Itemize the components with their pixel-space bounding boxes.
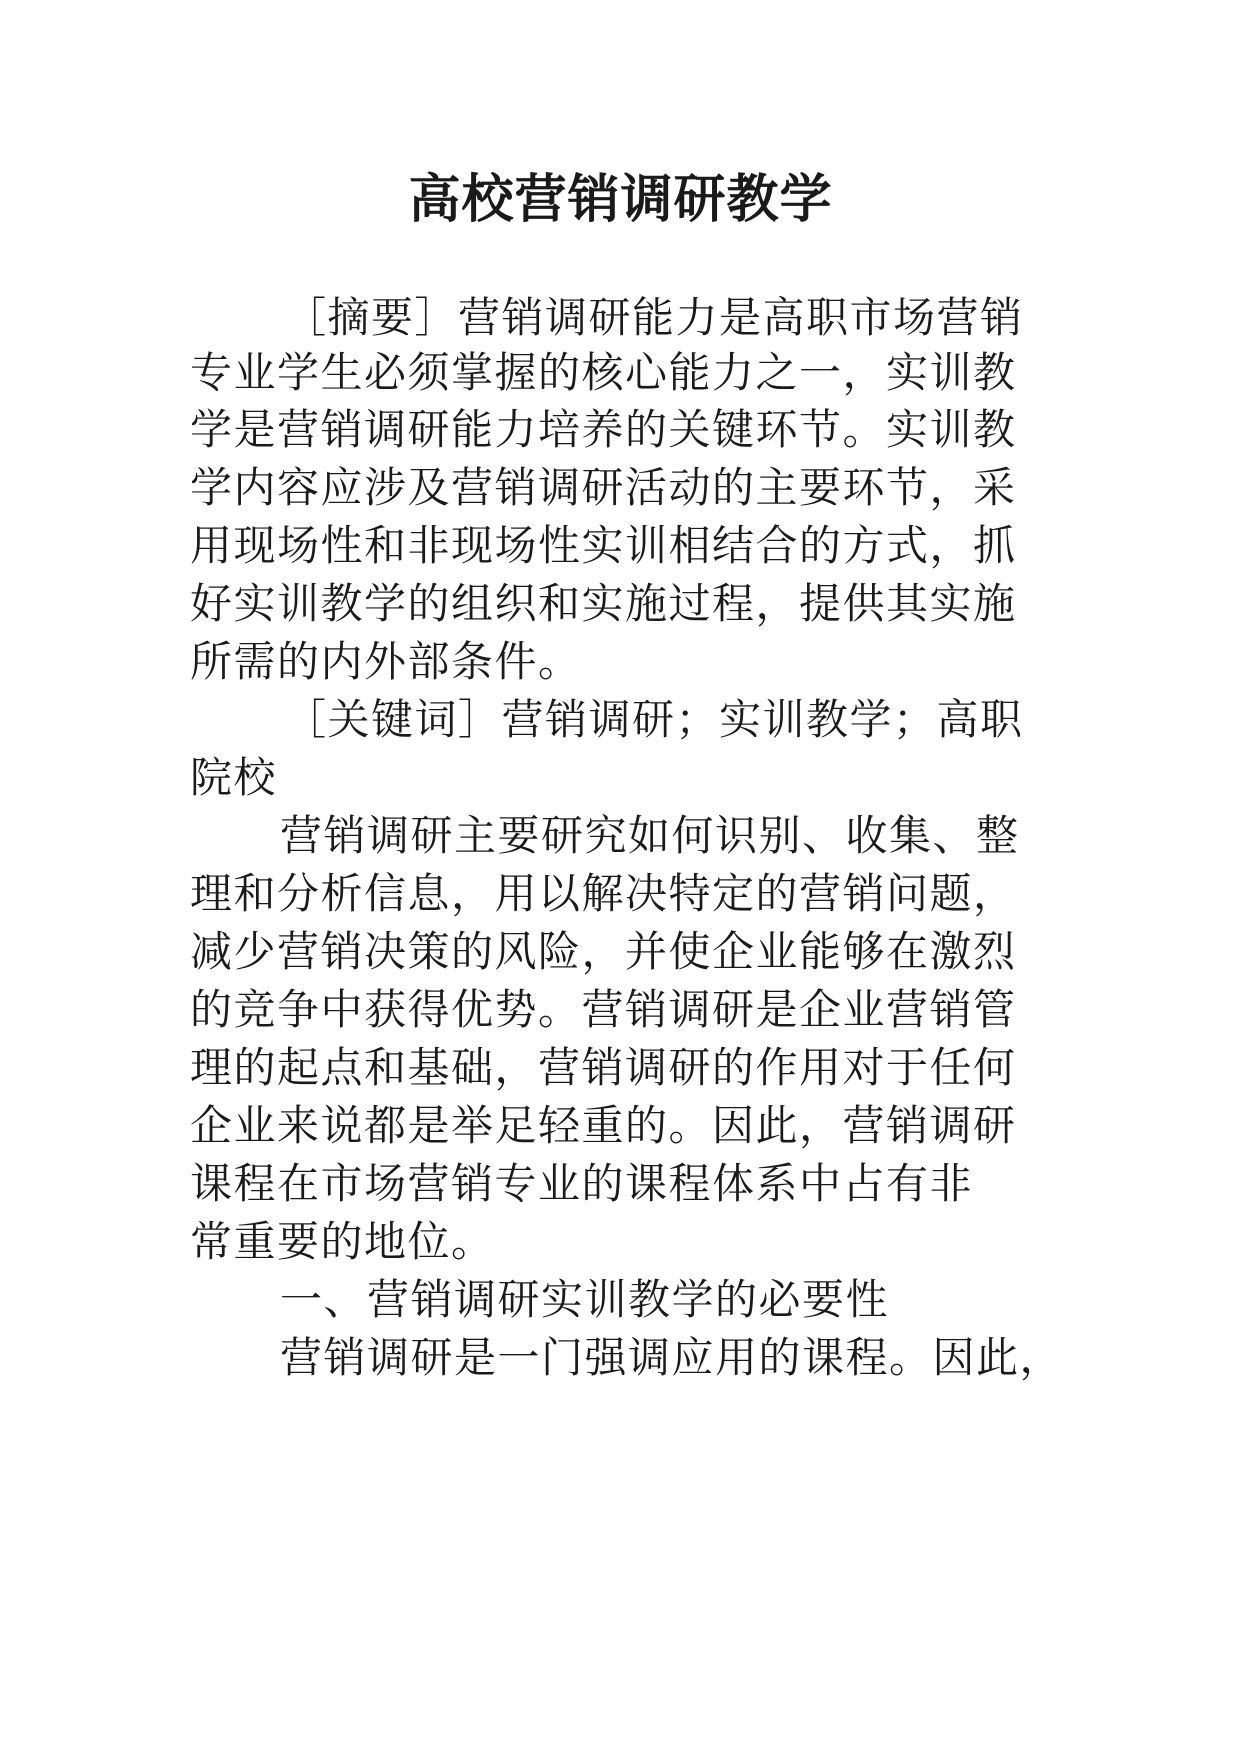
abstract-line: 所需的内外部条件。 (190, 637, 582, 686)
body-line: 理的起点和基础，营销调研的作用对于任何 (190, 1043, 1017, 1092)
abstract-line: 学是营销调研能力培养的关键环节。实训教 (190, 405, 1017, 454)
body-line: 常重要的地位。 (190, 1217, 495, 1266)
keywords-line: ［关键词］营销调研；实训教学；高职 (284, 695, 1024, 744)
abstract-line: 专业学生必须掌握的核心能力之一，实训教 (190, 348, 1017, 397)
document-title: 高校营销调研教学 (408, 169, 833, 230)
body-line: 减少营销决策的风险，并使企业能够在激烈 (190, 927, 1017, 976)
abstract-line: 好实训教学的组织和实施过程，提供其实施 (190, 579, 1017, 628)
abstract-line: 用现场性和非现场性实训相结合的方式，抓 (190, 521, 1017, 570)
body-line: 营销调研是一门强调应用的课程。因此， (280, 1333, 1064, 1382)
body-line: 的竞争中获得优势。营销调研是企业营销管 (190, 985, 1017, 1034)
body-line: 课程在市场营销专业的课程体系中占有非 (190, 1159, 974, 1208)
keywords-line: 院校 (190, 753, 278, 802)
abstract-line: 学内容应涉及营销调研活动的主要环节，采 (190, 463, 1017, 512)
body-line: 营销调研主要研究如何识别、收集、整 (280, 811, 1020, 860)
body-line: 理和分析信息，用以解决特定的营销问题， (190, 869, 1017, 918)
section-heading: 一、营销调研实训教学的必要性 (280, 1275, 890, 1324)
abstract-line: ［摘要］营销调研能力是高职市场营销 (284, 293, 1024, 342)
body-line: 企业来说都是举足轻重的。因此，营销调研 (190, 1101, 1017, 1150)
